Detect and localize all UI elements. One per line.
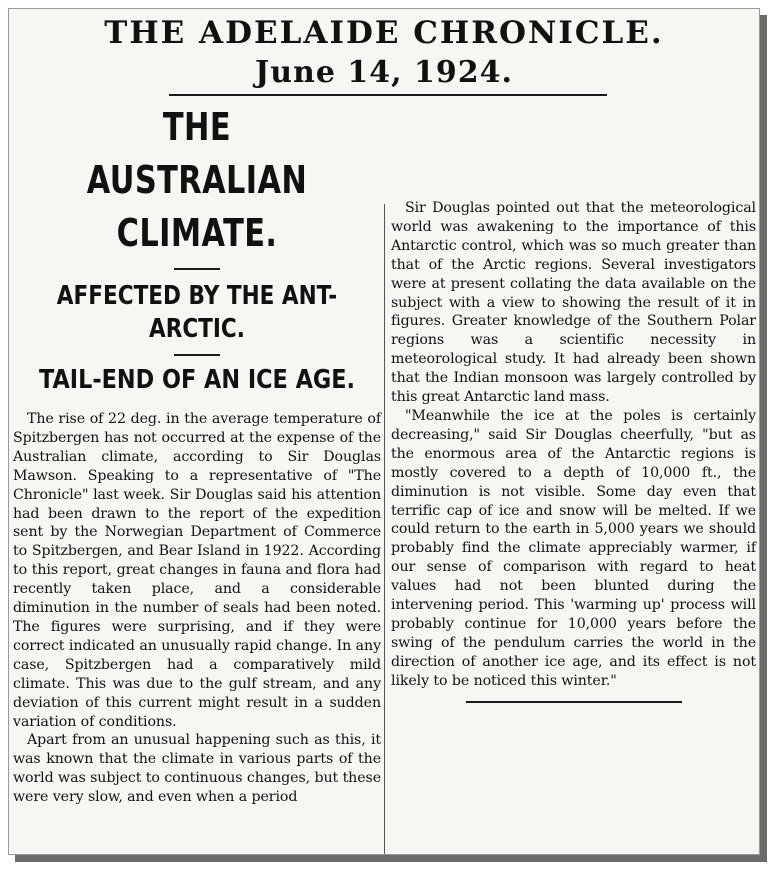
headline-divider: [174, 268, 220, 270]
headline-line-1: THE AUSTRALIAN: [86, 105, 308, 202]
left-paragraph-1: The rise of 22 deg. in the average temperature of Spitzbergen has not occurred at the expense of the Australian climate, according to Sir Douglas Mawson. Speaking to a representative of "The Chronicle" last week. Sir Douglas said his attention had been drawn to the report of the expedition sent by the Norwegian Department of Commerce to Spitzbergen, and Bear Island in 1922. According to this report, great changes in fauna and flora had recently taken place, and a considerable diminution in the number of seals had been noted. The figures were surprising, and if they were correct indicated an unusually rapid change. In any case, Spitzbergen had a comparatively mild climate. This was due to the gulf stream, and any deviation of this current might result in a sudden variation of conditions.: [13, 411, 381, 730]
subheadline-line-1: AFFECTED BY THE ANT-: [56, 281, 338, 311]
right-column: [391, 199, 756, 703]
masthead-rule: [169, 94, 607, 96]
left-column: [13, 101, 381, 807]
deck-headline: TAIL-END OF AN ICE AGE.: [38, 365, 356, 395]
right-paragraph-1: Sir Douglas pointed out that the meteorological world was awakening to the importance of this Antarctic control, which was so much greater than that of the Arctic regions. Several investigators were at present collating the data available on the subject with a view to showing the result of it in figures. Greater knowledge of the Southern Polar regions was a scientific necessity in meteorological study. It had already been shown that the Indian monsoon was largely controlled by this great Antarctic land mass.: [391, 200, 756, 406]
newspaper-masthead: THE ADELAIDE CHRONICLE.: [104, 15, 664, 51]
column-divider: [384, 204, 385, 854]
right-paragraph-2: "Meanwhile the ice at the poles is certainly decreasing," said Sir Douglas cheerfully, "but as the enormous area of the Antarctic regions is mostly covered to a depth of 10,000 ft., the diminution is not visible. Some day even that terrific cap of ice and snow will be melted. If we could return to the earth in 5,000 years we should probably find the climate appreciably warmer, if our sense of comparison with regard to heat values had not been blunted during the intervening period. This 'warming up' process will probably continue for 10,000 years before the swing of the pendulum carries the world in the direction of another ice age, and its effect is not likely to be noticed this winter.": [391, 407, 756, 689]
article-end-rule: [466, 701, 682, 703]
headline-line-2: CLIMATE.: [116, 211, 278, 255]
left-paragraph-2: Apart from an unusual happening such as this, it was known that the climate in various parts of the world was subject to continuous changes, but these were very slow, and even when a period: [13, 732, 381, 806]
subheadline-divider: [174, 354, 220, 356]
subheadline-line-2: ARCTIC.: [149, 314, 245, 344]
newspaper-clipping: [8, 8, 760, 855]
publication-date: June 14, 1924.: [255, 55, 513, 90]
